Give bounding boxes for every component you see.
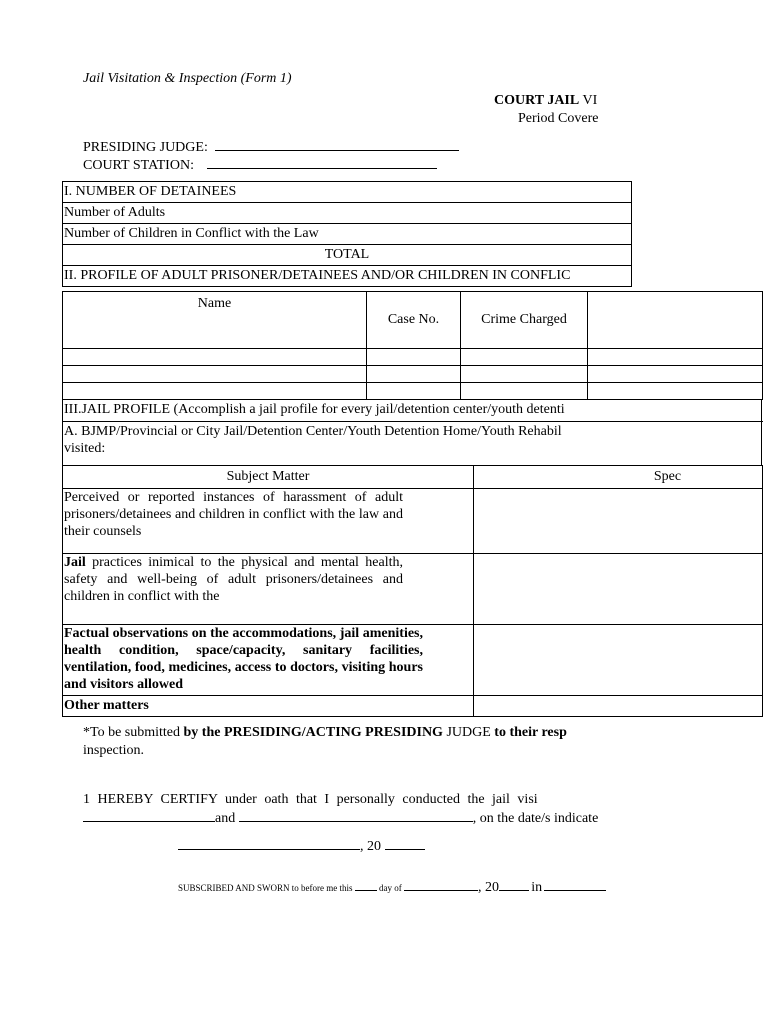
- day-line[interactable]: [355, 881, 377, 891]
- date-from-line[interactable]: [83, 809, 215, 822]
- court-jail-rest: VI: [579, 93, 598, 108]
- harassment-row: Perceived or reported instances of harassment of adult prisoners/detainees and children in conflict with the law and their counsels: [63, 489, 474, 554]
- form-label: Jail Visitation & Inspection (Form 1): [83, 71, 292, 86]
- section3-subtitle: A. BJMP/Provincial or City Jail/Detention Center/Youth Detention Home/Youth Rehabil: [64, 424, 562, 439]
- adults-row: Number of Adults: [63, 203, 632, 224]
- other-matters-row: Other matters: [63, 696, 474, 717]
- certification-line-1: 1 HEREBY CERTIFY under oath that I personally conducted the jail visi: [83, 792, 538, 807]
- section3-title: III.JAIL PROFILE (Accomplish a jail profile for every jail/detention center/youth detenti: [64, 402, 565, 417]
- court-station-label: COURT STATION:: [83, 158, 194, 173]
- detainees-table: [62, 181, 632, 287]
- period-covered: Period Covere: [518, 111, 599, 126]
- table-row: [63, 349, 763, 366]
- sworn-year-line[interactable]: [499, 881, 529, 891]
- jail-practices-row: Jail practices inimical to the physical and mental health, safety and well-being of adult prisoners/detainees and children in conflict with the: [63, 554, 474, 625]
- col-spec: Spec: [474, 466, 763, 489]
- sworn-row: SUBSCRIBED AND SWORN to before me this day of , 20 in: [178, 880, 606, 896]
- jail-profile-table: [62, 465, 763, 717]
- col-name: Name: [63, 292, 367, 349]
- court-station-row: [83, 156, 437, 174]
- submission-note-2: inspection.: [83, 743, 145, 758]
- col-crime-charged: Crime Charged: [461, 292, 588, 349]
- children-row: Number of Children in Conflict with the Law: [63, 224, 632, 245]
- year-line[interactable]: [385, 837, 425, 850]
- table-row: [63, 383, 763, 400]
- presiding-judge-label: PRESIDING JUDGE:: [83, 140, 208, 155]
- col-case-no: Case No.: [367, 292, 461, 349]
- presiding-judge-row: [83, 138, 459, 156]
- presiding-judge-line[interactable]: [215, 138, 459, 151]
- place-line[interactable]: [544, 881, 606, 891]
- total-row: TOTAL: [63, 245, 632, 266]
- signature-line[interactable]: [178, 837, 360, 850]
- section1-title: I. NUMBER OF DETAINEES: [63, 182, 632, 203]
- court-station-line[interactable]: [207, 156, 437, 169]
- table-row: [63, 366, 763, 383]
- court-jail-title: [494, 93, 597, 109]
- section3-box: [62, 399, 762, 465]
- profile-table: [62, 291, 763, 400]
- court-jail-bold: COURT JAIL: [494, 93, 580, 108]
- submission-note: *To be submitted by the PRESIDING/ACTING PRESIDING JUDGE to their resp: [83, 725, 567, 740]
- signature-date-row: , 20: [178, 837, 425, 855]
- factual-observations-row: Factual observations on the accommodations, jail amenities, health condition, space/capacity, sanitary facilities, ventilation, food, medicines, access to doctors, visiting hours and visitors allowed: [63, 625, 474, 696]
- month-line[interactable]: [404, 881, 478, 891]
- date-to-line[interactable]: [239, 809, 473, 822]
- certification-line-2: and , on the date/s indicate: [83, 809, 598, 827]
- section3-visited: visited:: [64, 441, 106, 456]
- section2-title: II. PROFILE OF ADULT PRISONER/DETAINEES AND/OR CHILDREN IN CONFLIC: [63, 266, 632, 287]
- col-subject-matter: Subject Matter: [63, 466, 474, 489]
- col-extra: [588, 292, 763, 349]
